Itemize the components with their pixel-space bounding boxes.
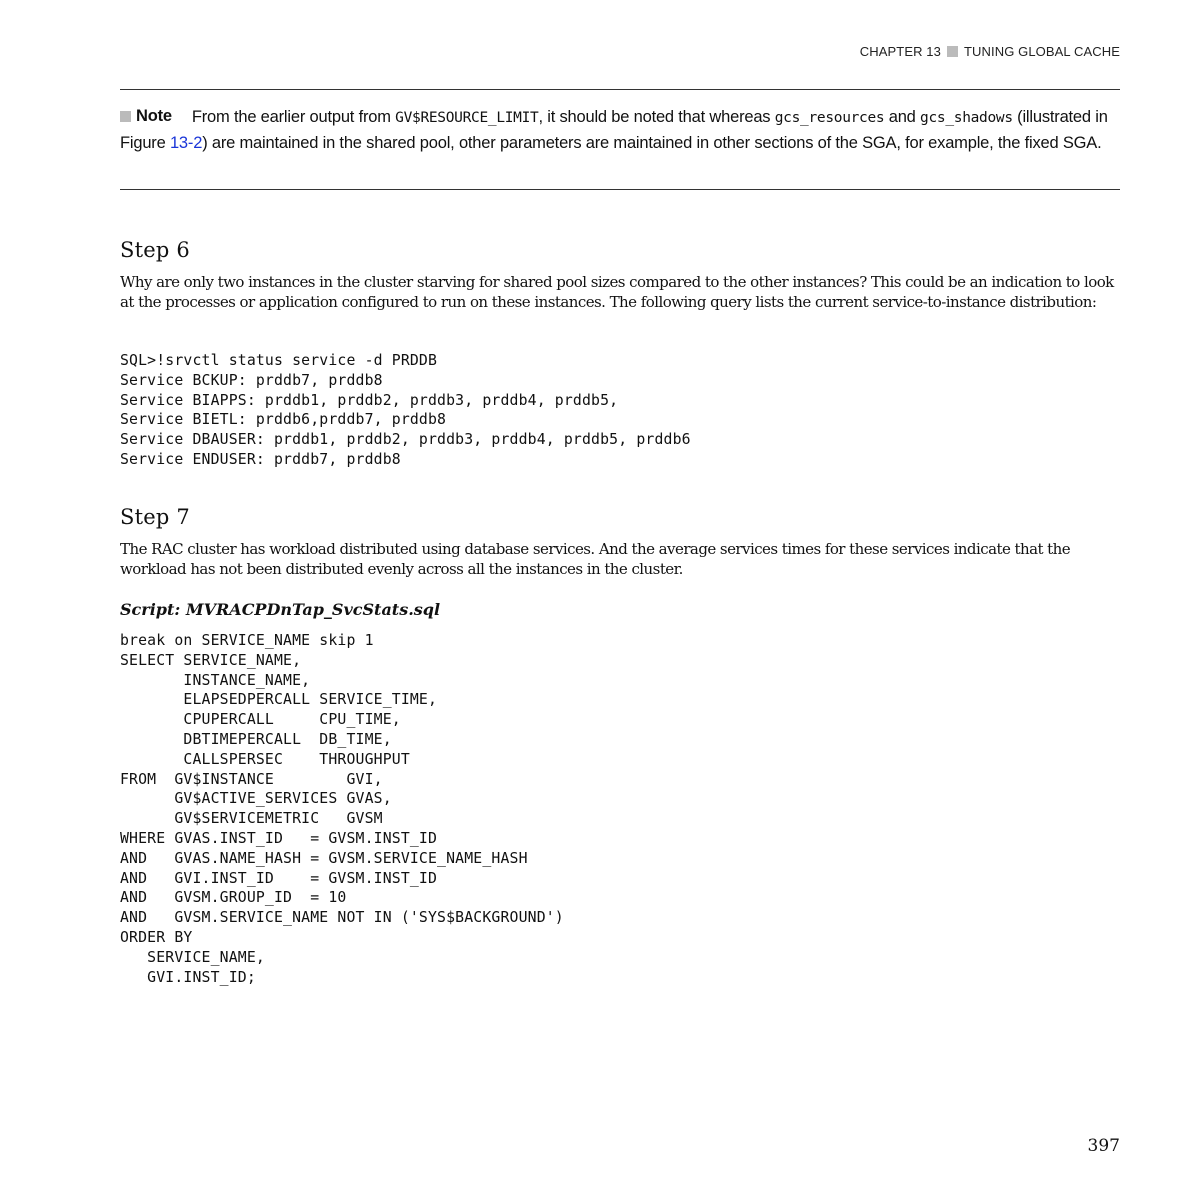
note-text: ) are maintained in the shared pool, other parameters are maintained in other sections of the SGA, for example, the fixed SGA. <box>202 134 1102 152</box>
note-label: Note <box>136 107 172 125</box>
step7-code-block: break on SERVICE_NAME skip 1 SELECT SERVICE_NAME, INSTANCE_NAME, ELAPSEDPERCALL SERVICE_TIME, CPUPERCALL CPU_TIME, DBTIMEPERCALL DB_TIME, CALLSPERSEC THROUGHPUT FROM GV$INSTANCE GVI, GV$ACTIVE_SERVICES GVAS, GV$SERVICEMETRIC GVSM WHERE GVAS.INST_ID = GVSM.INST_ID AND GVAS.NAME_HASH = GVSM.SERVICE_NAME_HASH AND GVI.INST_ID = GVSM.INST_ID AND GVSM.GROUP_ID = 10 AND GVSM.SERVICE_NAME NOT IN ('SYS$BACKGROUND') ORDER BY SERVICE_NAME, GVI.INST_ID; <box>120 632 564 986</box>
note-code-resource-limit: GV$RESOURCE_LIMIT <box>395 110 539 126</box>
note-bottom-rule <box>120 189 1120 190</box>
square-bullet-icon <box>947 46 958 57</box>
chapter-title: TUNING GLOBAL CACHE <box>963 44 1120 59</box>
step6-heading: Step 6 <box>120 238 190 262</box>
running-header <box>860 44 1120 59</box>
note-square-icon <box>120 111 131 122</box>
step7-heading: Step 7 <box>120 505 190 529</box>
note-text: and <box>884 108 921 126</box>
note-label-group <box>120 104 172 129</box>
note-top-rule <box>120 89 1120 90</box>
note-text: From the earlier output from <box>191 108 396 126</box>
chapter-number: CHAPTER 13 <box>859 44 941 59</box>
note-text: , it should be noted that whereas <box>538 108 775 126</box>
note-text: (illustrated in Figure <box>120 108 1108 152</box>
page-number: 397 <box>1087 1136 1120 1156</box>
step6-paragraph: Why are only two instances in the cluster starving for shared pool sizes compared to the other instances? This could be an indication to look at the processes or application configured to run on these instances. The following query lists the current service-to-instance distribution: <box>120 273 1114 311</box>
note-code-gcs-resources: gcs_resources <box>774 110 885 126</box>
note-box <box>120 104 1120 156</box>
script-label: Script: MVRACPDnTap_SvcStats.sql <box>120 600 441 619</box>
note-code-gcs-shadows: gcs_shadows <box>920 110 1013 126</box>
step7-paragraph: The RAC cluster has workload distributed using database services. And the average services times for these services indicate that the workload has not been distributed evenly across all the instances in the cluster. <box>120 540 1071 578</box>
figure-link[interactable]: 13-2 <box>169 134 203 152</box>
step6-code-block: SQL>!srvctl status service -d PRDDB Service BCKUP: prddb7, prddb8 Service BIAPPS: prddb1, prddb2, prddb3, prddb4, prddb5, Service BIETL: prddb6,prddb7, prddb8 Service DBAUSER: prddb1, prddb2, prddb3, prddb4, prddb5, prddb6 Service ENDUSER: prddb7, prddb8 <box>120 352 691 468</box>
